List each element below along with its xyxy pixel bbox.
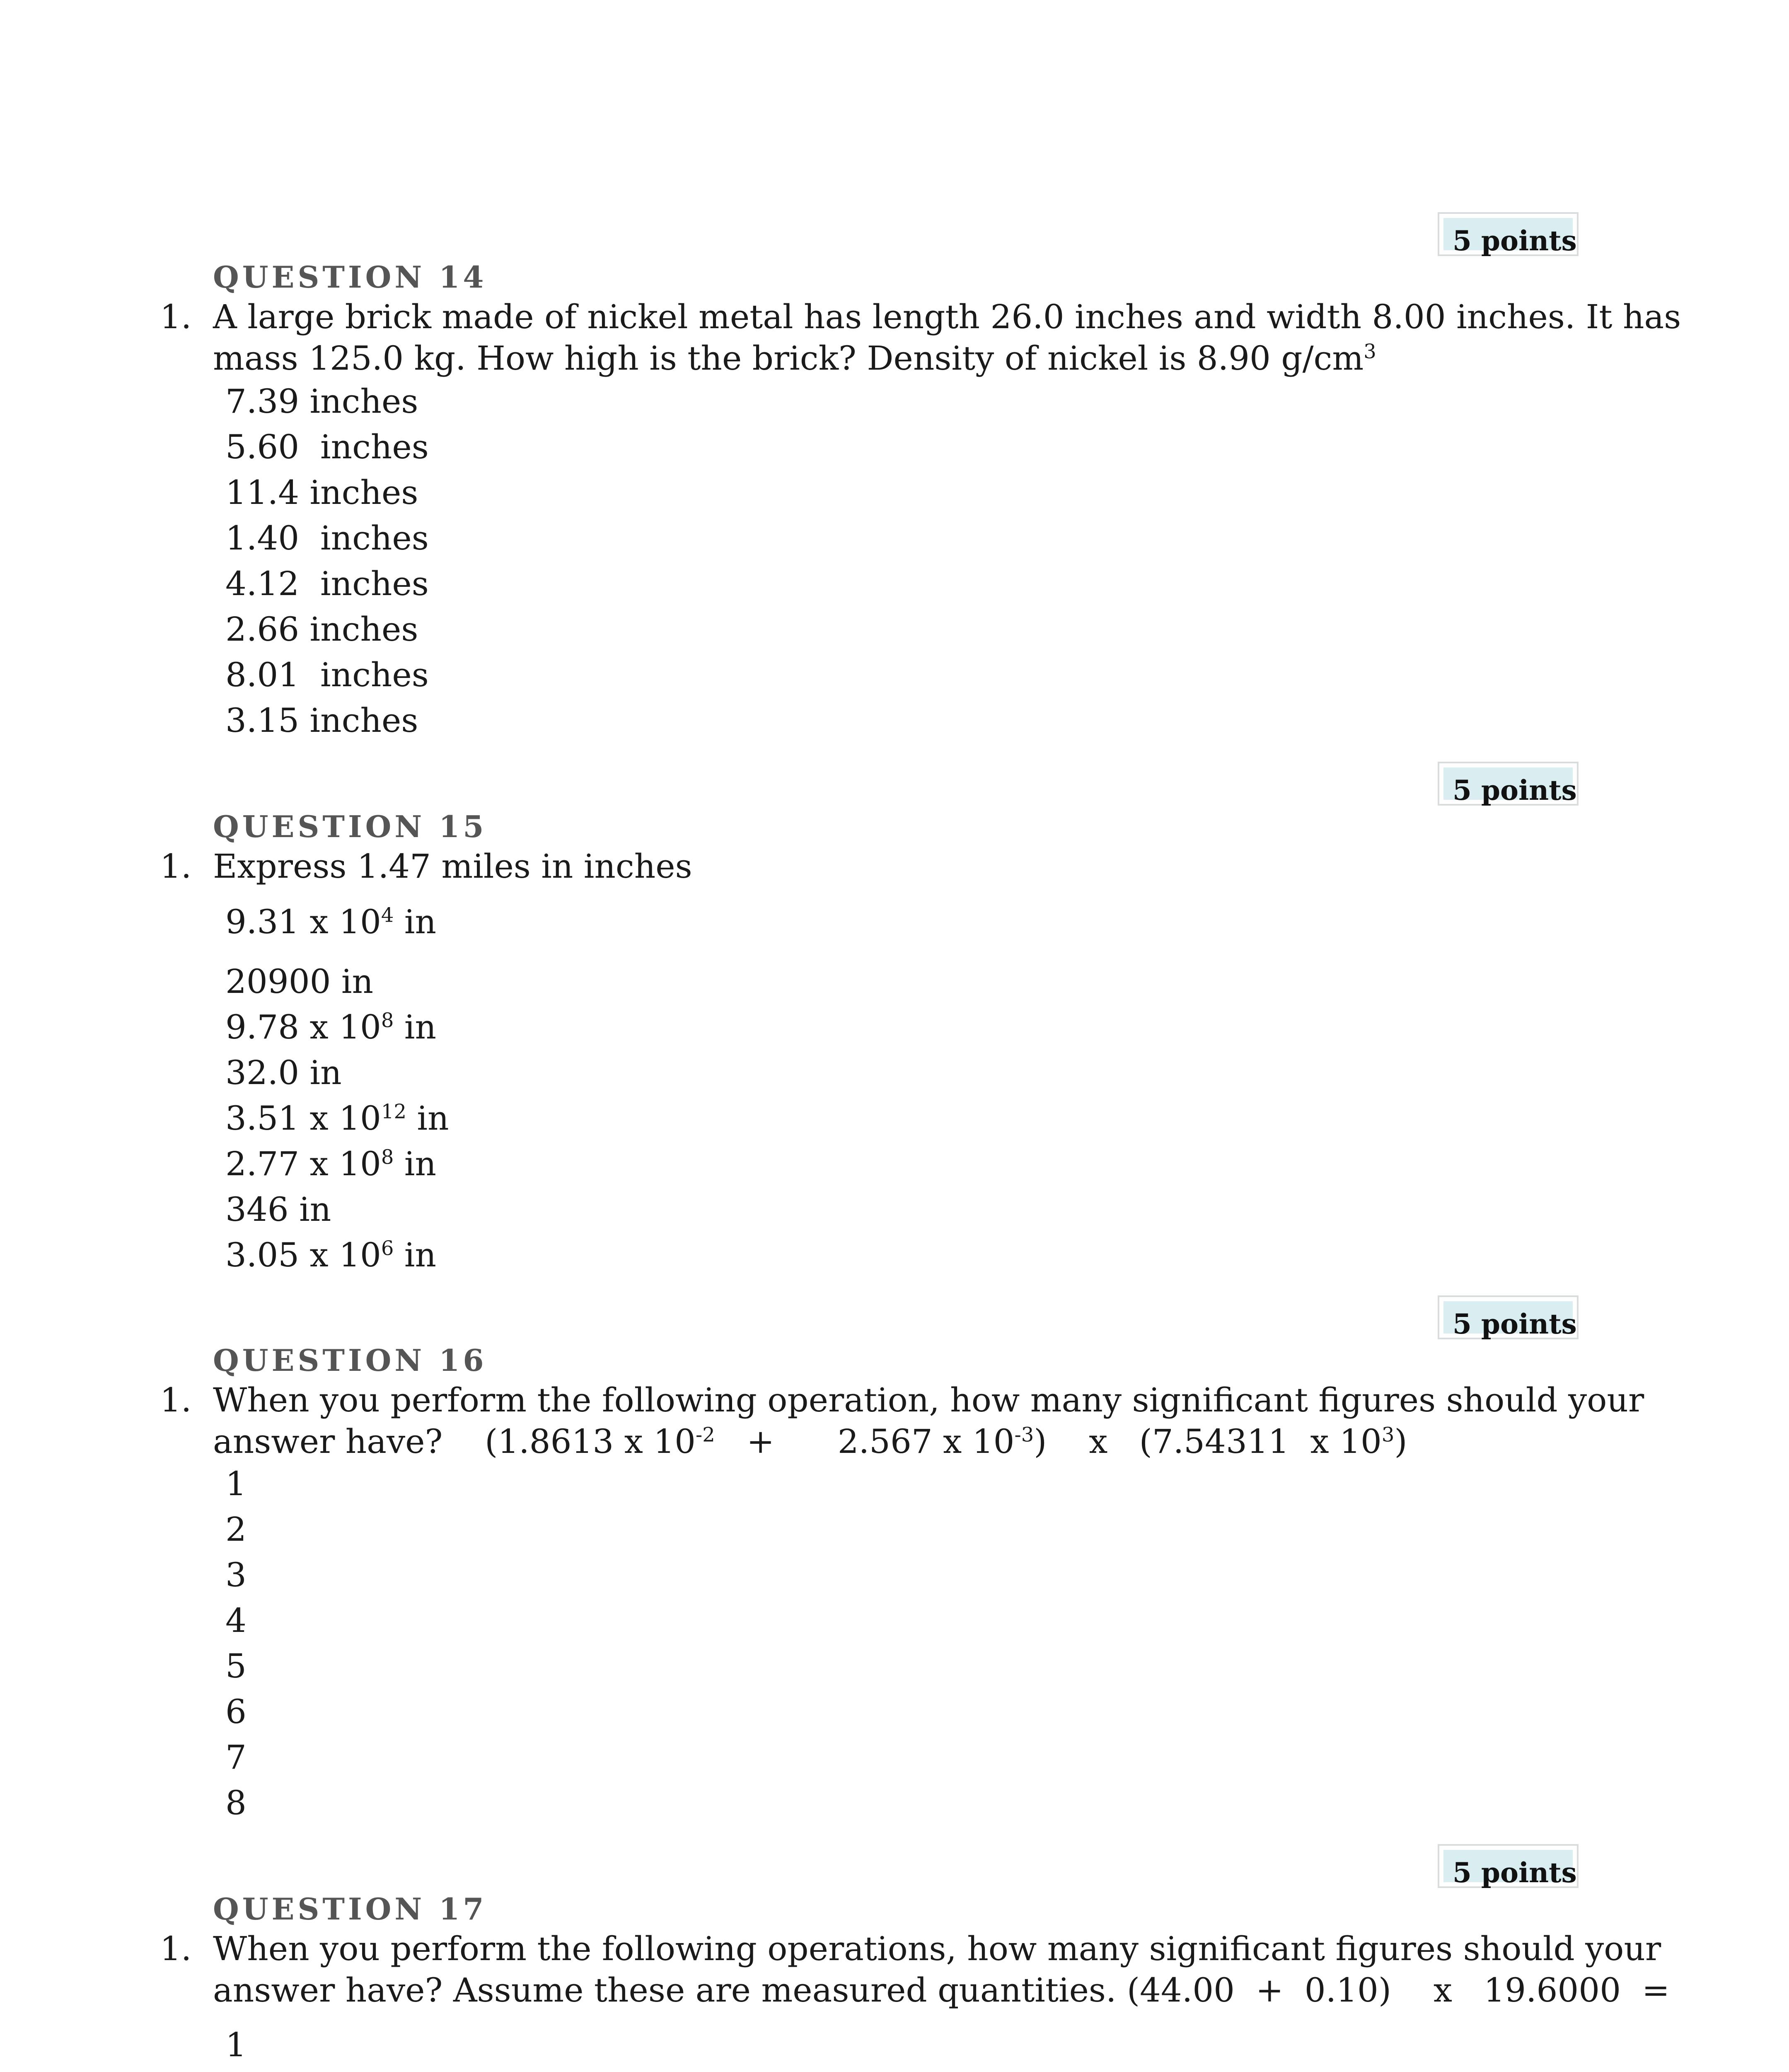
q17-option-1[interactable]: 1 [225, 2026, 247, 2064]
q16-option-4[interactable]: 4 [225, 1601, 247, 1640]
points-badge-q17 [1438, 1844, 1579, 1888]
q15-option-1[interactable]: 9.31 x $10^4$ in [225, 903, 436, 941]
q16-option-2[interactable]: 2 [225, 1510, 247, 1549]
question-14-number: 1. [160, 298, 192, 336]
question-16-heading: QUESTION 16 [213, 1343, 487, 1378]
q14-option-2[interactable]: 5.60 inches [225, 428, 429, 466]
question-15-text-line-1: Express 1.47 miles in inches [213, 847, 692, 886]
q15-option-7[interactable]: 346 in [225, 1190, 331, 1229]
q14-option-4[interactable]: 1.40 inches [225, 519, 429, 557]
q16-option-8[interactable]: 8 [225, 1784, 247, 1822]
points-label: 5 points [1453, 1857, 1577, 1889]
q16-option-7[interactable]: 7 [225, 1738, 247, 1777]
q15-option-3[interactable]: 9.78 x $10^8$ in [225, 1008, 436, 1046]
q15-option-8[interactable]: 3.05 x $10^6$ in [225, 1236, 436, 1274]
question-14-text-line-1: A large brick made of nickel metal has length 26.0 inches and width 8.00 inches. It has [213, 298, 1681, 336]
q14-option-7[interactable]: 8.01 inches [225, 656, 429, 694]
question-15-heading: QUESTION 15 [213, 809, 487, 844]
points-badge-q16 [1438, 1295, 1579, 1339]
q15-option-2[interactable]: 20900 in [225, 962, 374, 1001]
question-17-text-line-2: answer have? Assume these are measured quantities. (44.00 + 0.10) x 19.6000 = [213, 1971, 1670, 2009]
q14-option-5[interactable]: 4.12 inches [225, 564, 429, 603]
q15-option-5[interactable]: 3.51 x $10^{12}$ in [225, 1099, 449, 1138]
question-16-number: 1. [160, 1381, 192, 1419]
q14-option-8[interactable]: 3.15 inches [225, 701, 418, 740]
question-14-text-line-2: mass 125.0 kg. How high is the brick? Density of nickel is 8.90 $g/cm^3$ [213, 339, 1376, 378]
q14-option-1[interactable]: 7.39 inches [225, 382, 418, 421]
question-14-heading: QUESTION 14 [213, 259, 487, 295]
question-15-number: 1. [160, 847, 192, 886]
question-17-number: 1. [160, 1929, 192, 1968]
q16-option-6[interactable]: 6 [225, 1692, 247, 1731]
points-label: 5 points [1453, 774, 1577, 806]
q14-option-6[interactable]: 2.66 inches [225, 610, 418, 649]
q15-option-4[interactable]: 32.0 in [225, 1053, 342, 1092]
points-badge-q14 [1438, 212, 1579, 256]
points-badge-q15 [1438, 762, 1579, 806]
q16-option-3[interactable]: 3 [225, 1556, 247, 1594]
question-17-text-line-1: When you perform the following operations, how many significant figures should your [213, 1929, 1661, 1968]
q14-option-3[interactable]: 11.4 inches [225, 473, 418, 512]
points-label: 5 points [1453, 1308, 1577, 1340]
q16-option-1[interactable]: 1 [225, 1464, 247, 1503]
question-17-heading: QUESTION 17 [213, 1891, 487, 1927]
q15-option-6[interactable]: 2.77 x $10^8$ in [225, 1145, 436, 1183]
question-16-text-line-1: When you perform the following operation, how many significant figures should your [213, 1381, 1644, 1419]
question-16-text-line-2: answer have? (1.8613 x $10^{-2}$ + 2.567 x $10^{-3}$) x (7.54311 x $10^3$) [213, 1422, 1407, 1461]
q16-option-5[interactable]: 5 [225, 1647, 247, 1685]
points-label: 5 points [1453, 225, 1577, 257]
